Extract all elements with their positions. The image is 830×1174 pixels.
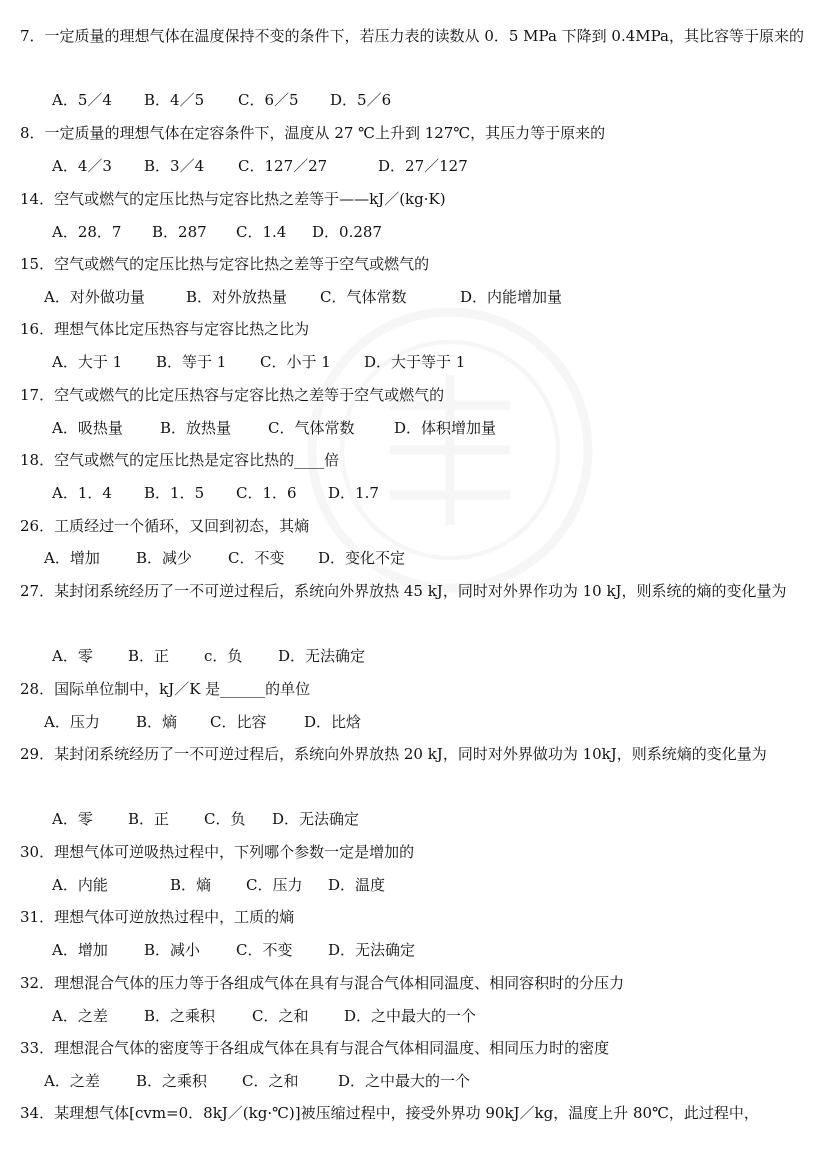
- option: A．增加: [44, 549, 100, 567]
- option: D．比焓: [304, 713, 362, 731]
- option: D．之中最大的一个: [338, 1072, 471, 1090]
- option: C．小于 1: [260, 353, 331, 371]
- option: D．0.287: [312, 223, 382, 241]
- option: A．4／3: [52, 157, 112, 175]
- question-options: [44, 281, 562, 313]
- option: C．不变: [236, 941, 293, 959]
- question-options: [52, 84, 391, 116]
- option: D．温度: [328, 876, 386, 894]
- question-options: [52, 477, 379, 509]
- question-options: [44, 542, 405, 574]
- question-stem: 34．某理想气体[cvm=0．8kJ／(kg·℃)]被压缩过程中，接受外界功 90kJ／kg，温度上升 80℃，此过程中，: [20, 1104, 759, 1122]
- option: A．1．4: [52, 484, 112, 502]
- option: A．之差: [52, 1007, 108, 1025]
- option: A．对外做功量: [44, 288, 145, 306]
- option: A．增加: [52, 941, 108, 959]
- question-stem: 29．某封闭系统经历了一不可逆过程后，系统向外界放热 20 kJ，同时对外界做功为 10kJ，则系统熵的变化量为: [20, 745, 767, 763]
- option: D．5／6: [330, 91, 392, 109]
- question-stem: 28．国际单位制中，kJ／K 是______的单位: [20, 680, 311, 698]
- option: C．气体常数: [268, 419, 355, 437]
- question-stem: 15．空气或燃气的定压比热与定容比热之差等于空气或燃气的: [20, 255, 430, 273]
- question-stem: 16．理想气体比定压热容与定容比热之比为: [20, 320, 310, 338]
- question-stem: 14．空气或燃气的定压比热与定容比热之差等于——kJ／(kg·K): [20, 190, 446, 208]
- option: C．1.4: [236, 223, 287, 241]
- question-stem: 33．理想混合气体的密度等于各组成气体在具有与混合气体相同温度、相同压力时的密度: [20, 1039, 610, 1057]
- option: B．4／5: [144, 91, 205, 109]
- option: C．负: [204, 810, 246, 828]
- option: D．无法确定: [272, 810, 360, 828]
- option: c．负: [204, 647, 243, 665]
- option: C．之和: [242, 1072, 299, 1090]
- option: D．无法确定: [278, 647, 366, 665]
- question-options: [44, 706, 361, 738]
- option: D．大于等于 1: [364, 353, 466, 371]
- question-options: [52, 216, 382, 248]
- option: C．比容: [210, 713, 267, 731]
- option: B．等于 1: [156, 353, 227, 371]
- option: B．熵: [136, 713, 178, 731]
- option: D．无法确定: [328, 941, 416, 959]
- question-options: [52, 934, 415, 966]
- question-stem: 32．理想混合气体的压力等于各组成气体在具有与混合气体相同温度、相同容积时的分压力: [20, 974, 625, 992]
- question-stem: 7．一定质量的理想气体在温度保持不变的条件下，若压力表的读数从 0．5 MPa 下降到 0.4MPa，其比容等于原来的: [20, 27, 805, 45]
- option: A．零: [52, 647, 93, 665]
- option: B．对外放热量: [186, 288, 288, 306]
- option: C．不变: [228, 549, 285, 567]
- option: A．压力: [44, 713, 100, 731]
- option: B．放热量: [160, 419, 232, 437]
- option: A．之差: [44, 1072, 100, 1090]
- question-stem: 18．空气或燃气的定压比热是定容比热的____倍: [20, 451, 340, 469]
- option: A．28．7: [52, 223, 122, 241]
- option: C．6／5: [238, 91, 299, 109]
- question-stem: 27．某封闭系统经历了一不可逆过程后，系统向外界放热 45 kJ，同时对外界作功为 10 kJ，则系统的熵的变化量为: [20, 582, 787, 600]
- question-options: [52, 346, 465, 378]
- option: B．3／4: [144, 157, 205, 175]
- option: A．5／4: [52, 91, 112, 109]
- option: C．1．6: [236, 484, 297, 502]
- option: B．正: [128, 647, 170, 665]
- question-options: [52, 640, 365, 672]
- option: C．压力: [246, 876, 303, 894]
- question-stem: 8．一定质量的理想气体在定容条件下，温度从 27 ℃上升到 127℃，其压力等于原来的: [20, 124, 606, 142]
- question-stem: 17．空气或燃气的比定压热容与定容比热之差等于空气或燃气的: [20, 386, 445, 404]
- question-stem: 31．理想气体可逆放热过程中，工质的熵: [20, 908, 295, 926]
- question-options: [52, 412, 496, 444]
- question-stem: 26．工质经过一个循环，又回到初态，其熵: [20, 517, 310, 535]
- option: B．之乘积: [136, 1072, 208, 1090]
- option: B．正: [128, 810, 170, 828]
- option: C．之和: [252, 1007, 309, 1025]
- option: D．1.7: [328, 484, 379, 502]
- option: A．内能: [52, 876, 108, 894]
- question-options: [52, 1000, 476, 1032]
- option: D．内能增加量: [460, 288, 563, 306]
- option: B．287: [152, 223, 207, 241]
- option: A．大于 1: [52, 353, 123, 371]
- option: B．1．5: [144, 484, 205, 502]
- question-options: [52, 150, 468, 182]
- option: B．之乘积: [144, 1007, 216, 1025]
- option: B．熵: [170, 876, 212, 894]
- question-options: [52, 803, 359, 835]
- option: D．变化不定: [318, 549, 406, 567]
- question-options: [52, 869, 385, 901]
- option: B．减少: [136, 549, 193, 567]
- question-stem: 30．理想气体可逆吸热过程中，下列哪个参数一定是增加的: [20, 843, 415, 861]
- option: D．体积增加量: [394, 419, 497, 437]
- option: D．27／127: [378, 157, 468, 175]
- option: A．零: [52, 810, 93, 828]
- option: B．减小: [144, 941, 201, 959]
- option: C．气体常数: [320, 288, 407, 306]
- question-options: [44, 1065, 470, 1097]
- option: C．127／27: [238, 157, 328, 175]
- option: A．吸热量: [52, 419, 123, 437]
- option: D．之中最大的一个: [344, 1007, 477, 1025]
